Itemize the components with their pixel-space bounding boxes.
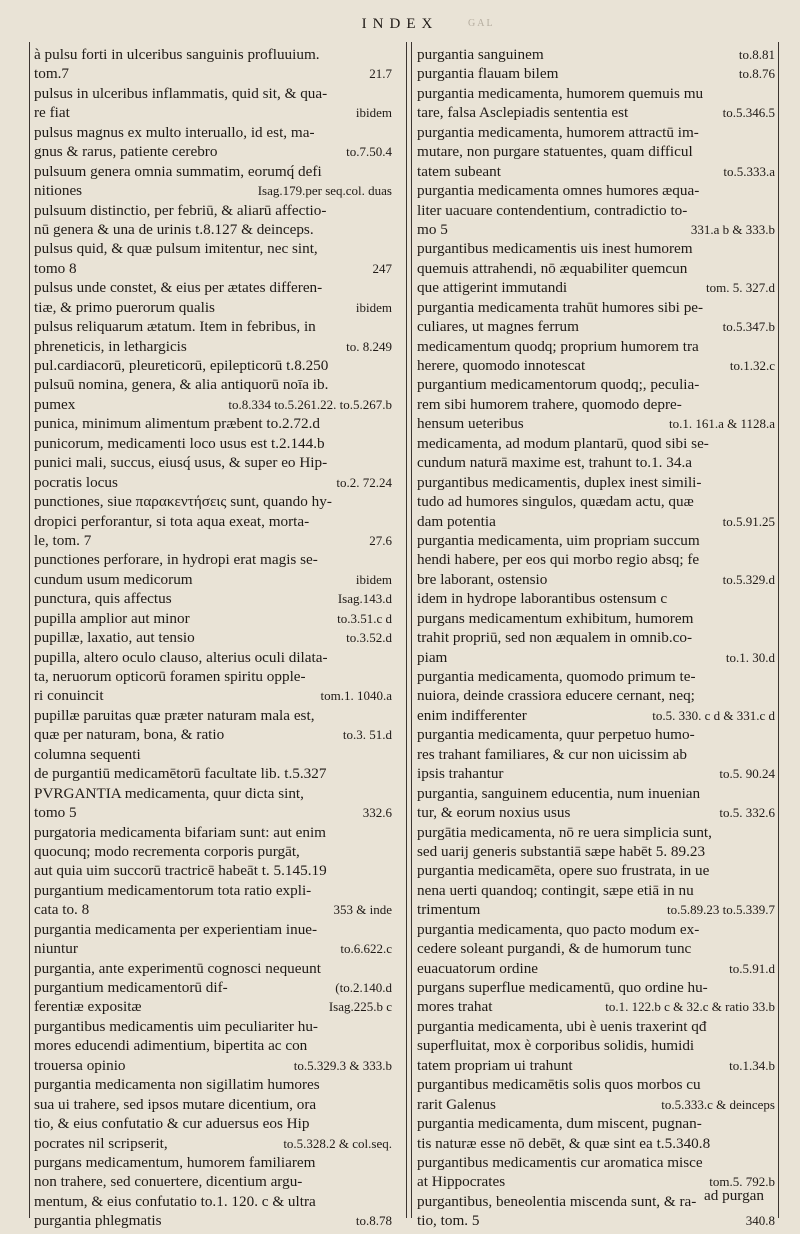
entry-reference: tom.5. 792.b — [709, 1174, 775, 1190]
index-line — [34, 997, 392, 1016]
entry-text: punici mali, succus, eiusq́ usus, & super eo Hip- — [34, 454, 328, 472]
index-line — [34, 920, 392, 939]
entry-text: nū genera & una de urinis t.8.127 & deinceps. — [34, 220, 314, 238]
index-line — [34, 686, 392, 705]
index-line — [34, 609, 392, 628]
index-line — [417, 881, 775, 900]
entry-text: pumex — [34, 395, 76, 413]
entry-text: sua ui trahere, sed ipsos mutare dicentium, ora — [34, 1095, 317, 1113]
entry-text: purgantibus medicamentis uis inest humorem — [417, 240, 693, 258]
index-line — [417, 375, 775, 394]
index-line — [417, 570, 775, 589]
index-line — [34, 589, 392, 608]
entry-text: mutare, non purgare statuentes, quam difficul — [417, 143, 693, 161]
entry-reference: to. 8.249 — [346, 338, 392, 354]
entry-text: purgantia medicamenta, humorem quemuis mu — [417, 84, 704, 102]
entry-reference: to.5. 332.6 — [719, 805, 775, 821]
index-line — [417, 648, 775, 667]
entry-text: at Hippocrates — [417, 1173, 506, 1191]
index-line — [417, 1095, 775, 1114]
entry-reference: (to.2.140.d — [335, 980, 392, 995]
entry-reference: to.3.51.c d — [337, 610, 392, 626]
index-line — [417, 531, 775, 550]
entry-reference: 340.8 — [745, 1213, 775, 1229]
entry-text: culiares, ut magnes ferrum — [417, 318, 579, 336]
index-line — [34, 414, 392, 433]
entry-reference: to.5.329.d — [722, 571, 775, 587]
index-line — [34, 861, 392, 880]
index-line — [417, 823, 775, 842]
entry-text: purgans medicamentum exhibitum, humorem — [417, 609, 694, 627]
entry-text: purgantia, sanguinem educentia, num inuenian — [417, 784, 701, 802]
entry-text: punica, minimum alimentum præbent to.2.72.d — [34, 415, 320, 433]
entry-reference: to.8.334 to.5.261.22. to.5.267.b — [228, 396, 392, 412]
column-rule-middle-a — [406, 42, 407, 1218]
entry-text: pocrates nil scripserit, — [34, 1134, 168, 1152]
index-line — [417, 278, 775, 297]
index-line — [417, 181, 775, 200]
index-line — [417, 803, 775, 822]
index-line — [417, 589, 775, 608]
entry-text: purgantia medicamenta, quur perpetuo humo- — [417, 726, 695, 744]
index-line — [34, 298, 392, 317]
index-line — [34, 492, 392, 511]
entry-text: tur, & eorum noxius usus — [417, 804, 571, 822]
entry-text: pulsuū nomina, genera, & alia antiquorū noīa ib. — [34, 376, 329, 394]
entry-reference: to.5.328.2 & col.seq. — [283, 1135, 392, 1151]
entry-text: purgantibus medicamentis uim peculiariter hu- — [34, 1017, 318, 1035]
entry-text: purgantia phlegmatis — [34, 1212, 162, 1230]
entry-text: mentum, & eius confutatio to.1. 120. c & ultra — [34, 1192, 316, 1210]
index-line — [417, 492, 775, 511]
index-line — [417, 997, 775, 1016]
entry-text: pocratis locus — [34, 473, 118, 491]
index-line — [34, 939, 392, 958]
entry-text: bre laborant, ostensio — [417, 570, 548, 588]
entry-text: gnus & rarus, patiente cerebro — [34, 143, 218, 161]
entry-text: purgantia medicamenta trahūt humores sibi pe- — [417, 298, 704, 316]
entry-text: quocunq; modo recrementa corporis purgāt, — [34, 842, 300, 860]
index-line — [34, 764, 392, 783]
index-line — [34, 1153, 392, 1172]
entry-text: pupilla amplior aut minor — [34, 609, 190, 627]
entry-reference: to.5. 90.24 — [719, 766, 775, 782]
catchword: ad purgan — [703, 1187, 764, 1204]
entry-text: pulsus unde constet, & eius per ætates differen- — [34, 279, 323, 297]
index-line — [417, 920, 775, 939]
entry-text: cata to. 8 — [34, 901, 90, 919]
entry-text: purgantium medicamentorū dif- — [34, 979, 228, 996]
entry-reference: ibidem — [355, 299, 392, 315]
entry-reference: to.5.89.23 to.5.339.7 — [667, 902, 775, 918]
index-line — [417, 64, 775, 83]
index-line — [34, 45, 392, 64]
running-head-bleed: GAL — [468, 18, 495, 29]
entry-text: rarit Galenus — [417, 1095, 496, 1113]
entry-text: pulsuum distinctio, per febriū, & aliarū affectio- — [34, 201, 327, 219]
index-line — [34, 1095, 392, 1114]
index-line — [417, 861, 775, 880]
entry-reference: to.8.81 — [738, 47, 775, 62]
entry-text: tom.7 — [34, 65, 70, 83]
entry-text: purgantibus medicamentis, duplex inest simili- — [417, 473, 702, 491]
entry-reference: to.5.347.b — [722, 319, 775, 335]
entry-text: ta, neruorum opticorū foramen spiritu opple- — [34, 668, 306, 685]
entry-text: purgans superflue medicamentū, quo ordine hu- — [417, 979, 708, 996]
entry-text: quemuis attrahendi, nō æquabiliter quemcun — [417, 259, 688, 277]
entry-reference: to.8.78 — [355, 1213, 392, 1229]
entry-text: trahit propriū, sed non æqualem in omnib.co- — [417, 629, 693, 647]
entry-text: ferentiæ expositæ — [34, 998, 142, 1016]
entry-text: purgantia medicamenta omnes humores æqua- — [417, 182, 700, 200]
entry-text: tatem propriam ui trahunt — [417, 1056, 573, 1074]
entry-reference: 353 & inde — [333, 902, 392, 918]
index-line — [417, 609, 775, 628]
entry-text: purgatoria medicamenta bifariam sunt: aut enim — [34, 823, 326, 841]
index-line — [417, 1036, 775, 1055]
entry-text: tomo 5 — [34, 804, 77, 822]
index-line — [34, 1017, 392, 1036]
index-line — [417, 745, 775, 764]
entry-reference: ibidem — [355, 571, 392, 587]
entry-text: purgantibus medicamentis cur aromatica misce — [417, 1153, 703, 1171]
entry-text: à pulsu forti in ulceribus sanguinis profluuium. — [34, 46, 320, 63]
entry-text: PVRGANTIA medicamenta, quur dicta sint, — [34, 784, 304, 802]
index-line — [417, 1211, 775, 1230]
index-line — [417, 298, 775, 317]
entry-text: dropici perforantur, si tota aqua exeat, morta- — [34, 512, 310, 530]
index-line — [34, 550, 392, 569]
entry-text: punicorum, medicamenti loco usus est t.2.144.b — [34, 434, 325, 452]
entry-text: liter uacuare contendentium, contradictio to- — [417, 201, 688, 219]
entry-reference: tom.1. 1040.a — [320, 688, 392, 704]
entry-reference: 21.7 — [369, 66, 392, 82]
entry-text: mores trahat — [417, 998, 493, 1016]
index-line — [417, 45, 775, 64]
entry-reference: 332.6 — [362, 805, 392, 821]
entry-text: mores educendi adimentium, bipertita ac con — [34, 1037, 308, 1055]
index-line — [417, 453, 775, 472]
index-line — [34, 648, 392, 667]
entry-text: purgantibus, beneolentia miscenda sunt, & ra- — [417, 1192, 697, 1210]
entry-reference: to.5.333.c & deinceps — [661, 1096, 775, 1112]
entry-text: hendi habere, per eos qui morbo regio absq; fe — [417, 551, 700, 569]
index-line — [34, 628, 392, 647]
entry-reference: 331.a b & 333.b — [690, 221, 775, 237]
index-column-left — [34, 45, 392, 1231]
entry-reference: to.5.346.5 — [722, 105, 775, 121]
index-line — [34, 1036, 392, 1055]
entry-text: purgantia medicamenta non sigillatim humores — [34, 1076, 320, 1094]
index-line — [34, 784, 392, 803]
entry-reference: to.1.32.c — [729, 358, 775, 373]
entry-text: pupillæ, laxatio, aut tensio — [34, 629, 195, 647]
entry-text: quæ per naturam, bona, & ratio — [34, 726, 225, 744]
index-line — [417, 162, 775, 181]
entry-text: purgantia medicamēta, opere suo frustrata, in ue — [417, 862, 710, 880]
index-line — [34, 1192, 392, 1211]
entry-text: nuiora, deinde crassiora educere cernant, neq; — [417, 687, 695, 705]
entry-text: pulsus reliquarum ætatum. Item in febribus, in — [34, 318, 316, 336]
index-line — [34, 162, 392, 181]
entry-text: ipsis trahantur — [417, 765, 504, 783]
entry-text: purgantibus medicamētis solis quos morbos cu — [417, 1076, 701, 1094]
index-line — [34, 473, 392, 492]
index-line — [417, 123, 775, 142]
entry-text: purgans medicamentum, humorem familiarem — [34, 1153, 316, 1171]
index-line — [417, 239, 775, 258]
index-line — [417, 84, 775, 103]
index-line — [417, 103, 775, 122]
entry-reference: to.5.91.25 — [722, 513, 775, 529]
entry-text: purgantia sanguinem — [417, 46, 544, 63]
entry-text: tomo 8 — [34, 259, 77, 277]
entry-text: purgantia medicamenta per experientiam inue- — [34, 920, 318, 938]
index-line — [34, 1056, 392, 1075]
entry-reference: to.1.34.b — [729, 1057, 775, 1073]
index-line — [417, 1114, 775, 1133]
index-line — [417, 667, 775, 686]
entry-text: piam — [417, 648, 448, 666]
entry-text: purgantia flauam bilem — [417, 65, 559, 83]
index-line — [34, 317, 392, 336]
index-line — [417, 784, 775, 803]
index-line — [417, 1153, 775, 1172]
entry-reference: tom. 5. 327.d — [706, 280, 775, 296]
entry-reference: to.1. 30.d — [725, 649, 775, 665]
index-line — [417, 317, 775, 336]
entry-reference: to.1. 161.a & 1128.a — [668, 416, 775, 432]
index-line — [417, 201, 775, 220]
entry-reference: to.7.50.4 — [346, 144, 392, 160]
index-line — [34, 220, 392, 239]
index-line — [417, 220, 775, 239]
entry-text: cundum naturā maxime est, trahunt to.1. 34.a — [417, 454, 692, 472]
entry-text: herere, quomodo innotescat — [417, 357, 586, 374]
index-line — [34, 142, 392, 161]
entry-text: pulsus magnus ex multo interuallo, id est, ma- — [34, 123, 315, 141]
entry-text: pulsus in ulceribus inflammatis, quid sit, & qua- — [34, 84, 328, 102]
entry-text: purgantia, ante experimentū cognosci nequeunt — [34, 959, 321, 977]
index-line — [417, 764, 775, 783]
entry-reference: ibidem — [355, 105, 392, 121]
entry-text: tiæ, & primo puerorum qualis — [34, 298, 215, 316]
entry-reference: to.6.622.c — [340, 941, 392, 957]
index-line — [34, 745, 392, 764]
entry-text: superfluitat, mox è corporibus solidis, humidi — [417, 1037, 695, 1055]
entry-text: trimentum — [417, 901, 481, 919]
entry-text: medicamenta, ad modum plantarū, quod sibi se- — [417, 434, 709, 452]
entry-text: nitiones — [34, 182, 83, 200]
index-line — [34, 725, 392, 744]
index-line — [34, 531, 392, 550]
index-line — [34, 1075, 392, 1094]
index-line — [417, 725, 775, 744]
entry-reference: to.3.52.d — [346, 630, 392, 646]
index-line — [34, 1172, 392, 1191]
entry-text: sed uarij generis substantiā sæpe habēt 5. 89.23 — [417, 842, 706, 860]
index-line — [417, 686, 775, 705]
index-line — [417, 550, 775, 569]
entry-text: purgantia medicamenta, ubi è uenis traxerint qđ — [417, 1017, 707, 1035]
entry-text: cundum usum medicorum — [34, 570, 193, 588]
index-line — [417, 473, 775, 492]
entry-reference: Isag.179.per seq.col. duas — [257, 183, 392, 199]
index-column-right — [417, 45, 775, 1231]
index-line — [34, 823, 392, 842]
index-line — [34, 259, 392, 278]
entry-text: punctiones perforare, in hydropi erat magis se- — [34, 551, 318, 569]
entry-text: que attigerint immutandi — [417, 279, 568, 297]
entry-text: pupillæ paruitas quæ præter naturam mala est, — [34, 706, 315, 724]
entry-text: purgantia medicamenta, quomodo primum te- — [417, 668, 696, 685]
entry-text: res trahant familiares, & cur non uicissim ab — [417, 745, 687, 763]
index-line — [417, 337, 775, 356]
entry-text: trouersa opinio — [34, 1056, 126, 1074]
entry-text: tio, tom. 5 — [417, 1212, 480, 1230]
index-line — [417, 706, 775, 725]
index-line — [417, 939, 775, 958]
entry-text: punctiones, siue παρακεντήσεις sunt, quando hy- — [34, 493, 332, 511]
entry-text: tis naturæ esse nō debēt, & quæ sint ea t.5.340.8 — [417, 1134, 711, 1152]
index-line — [417, 959, 775, 978]
index-line — [34, 667, 392, 686]
entry-text: tudo ad humores singulos, quædam actu, quæ — [417, 493, 694, 511]
index-line — [34, 900, 392, 919]
entry-text: purgantia medicamenta, dum miscent, pugnan- — [417, 1115, 702, 1133]
entry-text: hensum ueteribus — [417, 415, 524, 433]
index-line — [34, 570, 392, 589]
index-line — [34, 803, 392, 822]
index-line — [417, 512, 775, 531]
entry-text: enim indifferenter — [417, 706, 527, 724]
entry-reference: Isag.143.d — [337, 591, 392, 607]
entry-text: le, tom. 7 — [34, 531, 92, 549]
index-line — [34, 64, 392, 83]
index-line — [34, 1134, 392, 1153]
index-line — [34, 375, 392, 394]
index-line — [34, 103, 392, 122]
index-line — [34, 978, 392, 997]
entry-text: punctura, quis affectus — [34, 590, 172, 608]
index-line — [417, 259, 775, 278]
index-line — [417, 1056, 775, 1075]
index-line — [417, 842, 775, 861]
entry-text: pul.cardiacorū, pleureticorū, epilepticorū t.8.250 — [34, 357, 329, 374]
index-line — [417, 628, 775, 647]
index-line — [34, 959, 392, 978]
entry-reference: to.8.76 — [738, 66, 775, 82]
index-line — [34, 239, 392, 258]
index-line — [34, 1211, 392, 1230]
entry-text: tio, & eius confutatio & cur aduersus eos Hip — [34, 1115, 310, 1133]
entry-reference: to.5. 330. c d & 331.c d — [652, 707, 775, 723]
index-line — [417, 978, 775, 997]
entry-text: aut quia uim succorū tractricē habeāt t. 5.145.19 — [34, 862, 327, 880]
index-line — [34, 434, 392, 453]
entry-text: de purgantiū medicamētorū facultate lib. t.5.327 — [34, 765, 327, 783]
column-rule-middle-b — [411, 42, 412, 1218]
entry-text: purgantia medicamenta, quo pacto modum ex- — [417, 920, 700, 938]
entry-text: columna sequenti — [34, 745, 141, 763]
column-rule-left — [29, 42, 30, 1218]
entry-text: purgantium medicamentorum quodq;, peculia- — [417, 376, 700, 394]
entry-text: purgantia medicamenta, humorem attractū im- — [417, 123, 699, 141]
entry-text: dam potentia — [417, 512, 496, 530]
index-line — [417, 1017, 775, 1036]
entry-text: tatem subeant — [417, 162, 501, 180]
index-line — [34, 512, 392, 531]
index-line — [417, 900, 775, 919]
index-line — [34, 395, 392, 414]
entry-text: purgātia medicamenta, nō re uera simplicia sunt, — [417, 823, 712, 841]
index-line — [417, 1134, 775, 1153]
index-line — [34, 842, 392, 861]
entry-reference: to.1. 122.b c & 32.c & ratio 33.b — [605, 999, 775, 1015]
index-line — [34, 706, 392, 725]
column-rule-right — [778, 42, 779, 1218]
entry-text: ri conuincit — [34, 687, 104, 705]
entry-reference: to.3. 51.d — [342, 727, 392, 743]
entry-reference: to.5.91.d — [729, 960, 775, 976]
entry-text: pulsus quid, & quæ pulsum imitentur, nec sint, — [34, 240, 318, 258]
entry-text: nena uerti quandoq; contingit, sæpe etiā in nu — [417, 881, 694, 899]
entry-text: idem in hydrope laborantibus ostensum c — [417, 590, 668, 608]
entry-text: cedere soleant purgandi, & de humorum tunc — [417, 940, 692, 958]
entry-reference: to.5.329.3 & 333.b — [293, 1057, 392, 1073]
index-line — [34, 123, 392, 142]
index-line — [34, 181, 392, 200]
index-line — [417, 356, 775, 375]
page-title: INDEX — [361, 16, 439, 32]
entry-text: purgantia medicamenta, uim propriam succum — [417, 531, 700, 549]
index-line — [34, 84, 392, 103]
entry-text: pulsuum genera omnia summatim, eorumq́ defi — [34, 162, 322, 180]
index-line — [417, 1075, 775, 1094]
index-line — [417, 414, 775, 433]
index-line — [34, 881, 392, 900]
index-line — [34, 1114, 392, 1133]
index-line — [34, 201, 392, 220]
entry-text: re fiat — [34, 104, 70, 122]
index-line — [34, 337, 392, 356]
index-line — [417, 434, 775, 453]
entry-text: non trahere, sed conuertere, dicentium argu- — [34, 1173, 303, 1191]
entry-text: pupilla, altero oculo clauso, alterius oculi dilata- — [34, 648, 328, 666]
index-line — [417, 395, 775, 414]
index-line — [417, 142, 775, 161]
entry-reference: 27.6 — [369, 532, 392, 548]
entry-reference: to.5.333.a — [723, 163, 775, 179]
entry-text: rem sibi humorem trahere, quomodo depre- — [417, 395, 682, 413]
running-header — [0, 16, 800, 33]
entry-text: tare, falsa Asclepiadis sententia est — [417, 104, 629, 122]
entry-text: mo 5 — [417, 220, 448, 238]
index-line — [34, 453, 392, 472]
entry-text: euacuatorum ordine — [417, 959, 539, 977]
entry-text: niuntur — [34, 940, 78, 958]
index-line — [34, 356, 392, 375]
entry-reference: to.2. 72.24 — [336, 474, 392, 490]
entry-text: phreneticis, in lethargicis — [34, 337, 187, 355]
entry-text: purgantium medicamentorum tota ratio expli- — [34, 881, 312, 899]
entry-reference: 247 — [372, 260, 392, 276]
entry-text: medicamentum quodq; proprium humorem tra — [417, 337, 699, 355]
index-line — [34, 278, 392, 297]
entry-reference: Isag.225.b c — [328, 999, 392, 1015]
